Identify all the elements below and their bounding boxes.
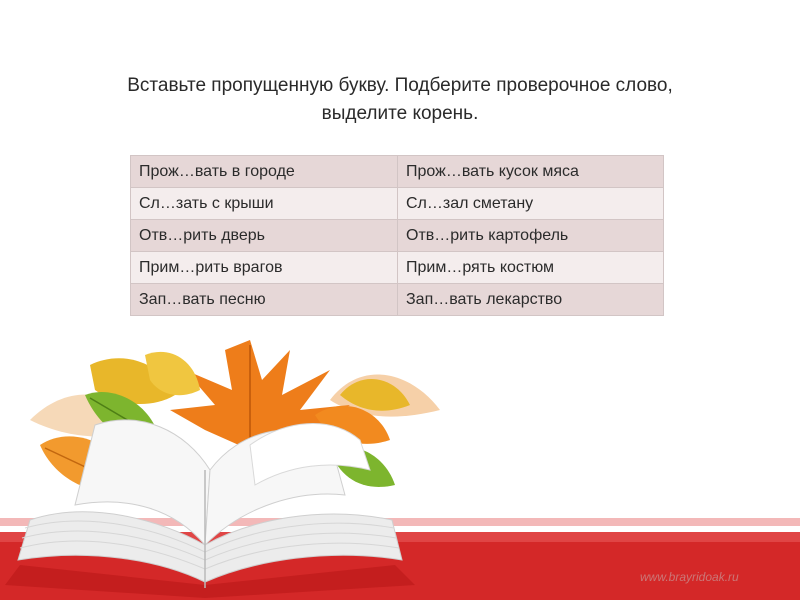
table-cell-right: Прож…вать кусок мяса xyxy=(398,156,664,188)
title-line-2: выделите корень. xyxy=(321,103,479,124)
table-cell-left: Отв…рить дверь xyxy=(131,220,398,252)
table-row xyxy=(131,188,664,220)
table-row xyxy=(131,284,664,316)
table-cell-right: Отв…рить картофель xyxy=(398,220,664,252)
table-row xyxy=(131,252,664,284)
exercise-table xyxy=(130,155,664,316)
table-cell-left: Зап…вать песню xyxy=(131,284,398,316)
table-cell-right: Прим…рять костюм xyxy=(398,252,664,284)
page-title xyxy=(40,72,760,128)
table-cell-right: Зап…вать лекарство xyxy=(398,284,664,316)
table-cell-left: Прим…рить врагов xyxy=(131,252,398,284)
table-cell-right: Сл…зал сметану xyxy=(398,188,664,220)
table-row xyxy=(131,220,664,252)
watermark: www.brayridoak.ru xyxy=(640,570,739,584)
table-cell-left: Прож…вать в городе xyxy=(131,156,398,188)
table-cell-left: Сл…зать с крыши xyxy=(131,188,398,220)
title-line-1: Вставьте пропущенную букву. Подберите проверочное слово, xyxy=(127,75,673,96)
table-row xyxy=(131,156,664,188)
